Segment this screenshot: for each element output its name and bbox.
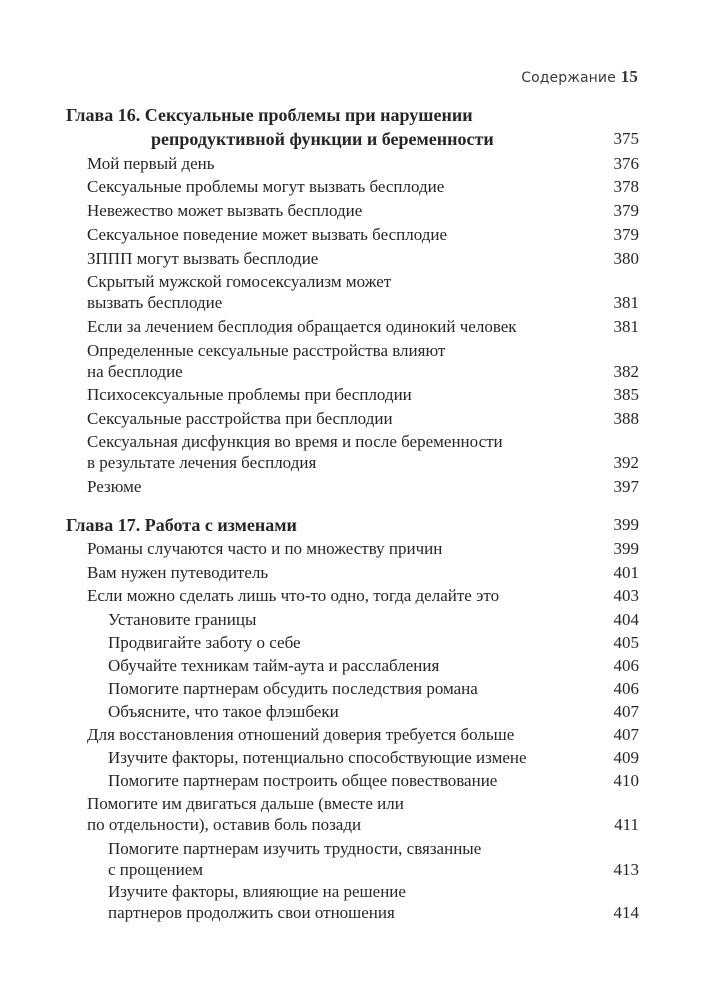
toc-entry-text: Помогите партнерам изучить трудности, связанные: [108, 839, 482, 858]
toc-entry-text: Объясните, что такое флэшбеки: [108, 702, 339, 721]
toc-page-number: 403: [613, 586, 639, 605]
toc-entry-text: в результате лечения бесплодия: [87, 453, 317, 472]
toc-entry: [0, 793, 703, 815]
toc-page-number: 381: [613, 317, 639, 336]
running-head: [521, 67, 638, 87]
toc-entry-text: Продвигайте заботу о себе: [108, 633, 301, 652]
chapter-16-heading-cont: [0, 128, 703, 150]
toc-entry-text: с прощением: [108, 860, 204, 879]
toc-entry-text: Установите границы: [108, 610, 257, 629]
toc-page-number: 399: [613, 515, 639, 534]
toc-page-number: 379: [613, 201, 639, 220]
toc-page-number: 411: [614, 815, 639, 834]
toc-entry-text: Сексуальные расстройства при бесплодии: [87, 409, 393, 428]
toc-subentry: [0, 747, 703, 769]
toc-page-number: 401: [613, 563, 639, 582]
toc-entry-text: Вам нужен путеводитель: [87, 563, 269, 582]
toc-entry: [0, 384, 703, 406]
running-title: Содержание: [521, 70, 616, 86]
toc-entry: [0, 476, 703, 498]
toc-subentry: [0, 770, 703, 792]
toc-entry-text: вызвать бесплодие: [87, 293, 223, 312]
toc-entry-text: ЗППП могут вызвать бесплодие: [87, 249, 319, 268]
toc-entry: [0, 562, 703, 584]
toc-entry: [0, 248, 703, 270]
chapter-title: Глава 16. Сексуальные проблемы при нарушении: [66, 105, 473, 125]
toc-entry: [0, 724, 703, 746]
toc-entry: [0, 340, 703, 362]
toc-entry-text: Психосексуальные проблемы при бесплодии: [87, 385, 412, 404]
toc-page-number: 407: [613, 702, 639, 721]
toc-entry-text: Изучите факторы, влияющие на решение: [108, 882, 406, 901]
toc-entry-text: на бесплодие: [87, 362, 183, 381]
toc-entry: [0, 431, 703, 453]
toc-page-number: 380: [613, 249, 639, 268]
toc-entry: [0, 271, 703, 293]
toc-page-number: 385: [613, 385, 639, 404]
toc-entry-cont: [0, 361, 703, 383]
toc-page-number: 397: [613, 477, 639, 496]
toc-subentry: [0, 678, 703, 700]
toc-entry-text: Сексуальное поведение может вызвать бесплодие: [87, 225, 447, 244]
toc-entry-text: Изучите факторы, потенциально способствующие измене: [108, 748, 527, 767]
toc-entry: [0, 538, 703, 560]
toc-page-number: 413: [613, 860, 639, 879]
toc-entry-text: Помогите партнерам построить общее повествование: [108, 771, 498, 790]
toc-entry-text: Если можно сделать лишь что-то одно, тогда делайте это: [87, 586, 500, 605]
toc-entry-text: Определенные сексуальные расстройства влияют: [87, 341, 446, 360]
toc-entry-text: Невежество может вызвать бесплодие: [87, 201, 363, 220]
toc-entry-cont: [0, 814, 703, 836]
toc-entry-text: Сексуальные проблемы могут вызвать бесплодие: [87, 177, 445, 196]
toc-entry-text: Для восстановления отношений доверия требуется больше: [87, 725, 515, 744]
toc-entry-text: Обучайте техникам тайм-аута и расслабления: [108, 656, 440, 675]
toc-entry-cont: [0, 452, 703, 474]
toc-entry-text: Скрытый мужской гомосексуализм может: [87, 272, 392, 291]
toc-entry: [0, 408, 703, 430]
toc-page-number: 405: [613, 633, 639, 652]
toc-entry: [0, 200, 703, 222]
chapter-16-heading: [0, 104, 703, 126]
toc-subentry: [0, 881, 703, 903]
toc-entry-text: по отдельности), оставив боль позади: [87, 815, 362, 834]
toc-entry: [0, 153, 703, 175]
toc-page-number: 388: [613, 409, 639, 428]
toc-entry-cont: [0, 292, 703, 314]
toc-entry-text: Резюме: [87, 477, 142, 496]
toc-entry-text: Романы случаются часто и по множеству причин: [87, 539, 443, 558]
toc-subentry: [0, 632, 703, 654]
toc-page-number: 410: [613, 771, 639, 790]
toc-subentry: [0, 838, 703, 860]
toc-page-number: 406: [613, 656, 639, 675]
toc-page-number: 376: [613, 154, 639, 173]
toc-entry: [0, 316, 703, 338]
chapter-title: Глава 17. Работа с изменами: [66, 515, 297, 535]
toc-subentry: [0, 609, 703, 631]
toc-page-number: 382: [613, 362, 639, 381]
toc-entry-text: Сексуальная дисфункция во время и после беременности: [87, 432, 503, 451]
toc-subentry: [0, 701, 703, 723]
toc-entry-text: Мой первый день: [87, 154, 215, 173]
toc-page-number: 404: [613, 610, 639, 629]
toc-page-number: 409: [613, 748, 639, 767]
chapter-17-heading: [0, 514, 703, 536]
toc-page-number: 392: [613, 453, 639, 472]
toc-entry-text: партнеров продолжить свои отношения: [108, 903, 395, 922]
toc-page-number: 406: [613, 679, 639, 698]
page-number: 15: [620, 67, 638, 86]
toc-entry-text: Помогите им двигаться дальше (вместе или: [87, 794, 404, 813]
toc-page-number: 399: [613, 539, 639, 558]
toc-entry: [0, 176, 703, 198]
chapter-title-cont: репродуктивной функции и беременности: [151, 129, 494, 149]
toc-subentry-cont: [0, 859, 703, 881]
toc-subentry: [0, 655, 703, 677]
toc-page-number: 378: [613, 177, 639, 196]
toc-page-number: 375: [613, 129, 639, 148]
toc-page-number: 407: [613, 725, 639, 744]
toc-subentry-cont: [0, 902, 703, 924]
toc-page-number: 379: [613, 225, 639, 244]
toc-entry-text: Помогите партнерам обсудить последствия романа: [108, 679, 478, 698]
toc-entry-text: Если за лечением бесплодия обращается одинокий человек: [87, 317, 517, 336]
toc-page-number: 381: [613, 293, 639, 312]
toc-page-number: 414: [613, 903, 639, 922]
toc-entry: [0, 585, 703, 607]
toc-entry: [0, 224, 703, 246]
